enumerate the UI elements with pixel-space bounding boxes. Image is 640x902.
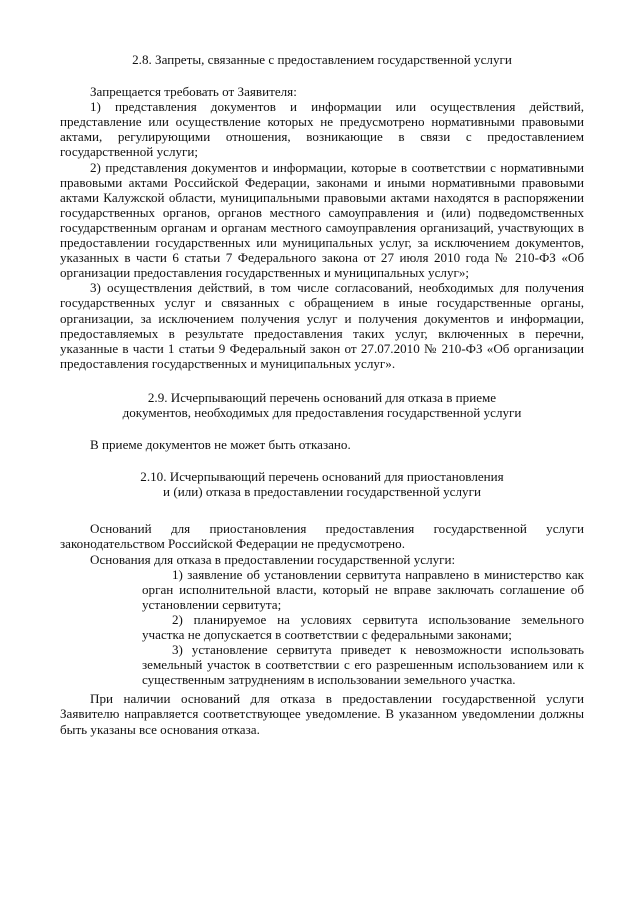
- section-2-10-heading-line2: и (или) отказа в предоставлении государственной услуги: [163, 484, 481, 500]
- section-2-8-item-1: 1) представления документов и информации или осуществления действий, представление или осуществление которых не предусмотрено нормативными правовыми актами, регулирующими отношения, возникающие в связи с предоставлением государственной услуги;: [60, 99, 584, 160]
- section-2-8-intro: Запрещается требовать от Заявителя:: [90, 84, 297, 100]
- section-2-9-heading-line2: документов, необходимых для предоставления государственной услуги: [122, 404, 522, 420]
- section-2-10-heading-line1: 2.10. Исчерпывающий перечень оснований для приостановления: [140, 469, 504, 485]
- section-2-8-item-2: 2) представления документов и информации, которые в соответствии с нормативными правовыми актами Российской Федерации, законами и иными нормативными правовыми актами Калужской области, муниципальными правовыми актами находятся в распоряжении государственных органов, органов местного самоуправления и (или) подведомственных государственным органам и органам местного самоуправления организаций, участвующих в предоставлении государственных или муниципальных услуг, за исключением документов, указанных в части 6 статьи 7 Федерального закона от 27 июля 2010 года № 210-ФЗ «Об организации предоставления государственных и муниципальных услуг»;: [60, 159, 584, 281]
- section-2-9-text: В приеме документов не может быть отказано.: [90, 437, 351, 453]
- section-2-10-para-1: Оснований для приостановления предоставления государственной услуги законодательством Российской Федерации не предусмотрено.: [60, 521, 584, 552]
- document-page: [60, 52, 584, 737]
- section-2-8-heading: 2.8. Запреты, связанные с предоставлением государственной услуги: [132, 52, 512, 67]
- section-2-8-item-3: 3) осуществления действий, в том числе согласований, необходимых для получения государственных услуг и связанных с обращением в иные государственные органы, организации, за исключением получения услуг и получения документов и информации, предоставляемых в результате предоставления таких услуг, включенных в перечни, указанные в части 1 статьи 9 Федеральный закон от 27.07.2010 № 210-ФЗ «Об организации предоставления государственных и муниципальных услуг».: [60, 280, 584, 371]
- section-2-10-closing: При наличии оснований для отказа в предоставлении государственной услуги Заявителю направляется соответствующее уведомление. В указанном уведомлении должны быть указаны все основания отказа.: [60, 691, 584, 737]
- section-2-9-heading-line1: 2.9. Исчерпывающий перечень оснований для отказа в приеме: [147, 389, 497, 405]
- refusal-ground-2: 2) планируемое на условиях сервитута использование земельного участка не допускается в соответствии с федеральными законами;: [142, 611, 584, 642]
- refusal-ground-3: 3) установление сервитута приведет к невозможности использовать земельный участок в соответствии с его разрешенным использованием или к существенным затруднениям в использовании земельного участка.: [142, 642, 584, 688]
- section-2-10-para-2: Основания для отказа в предоставлении государственной услуги:: [90, 551, 456, 567]
- refusal-grounds-list: [142, 567, 584, 688]
- refusal-ground-1: 1) заявление об установлении сервитута направлено в министерство как орган исполнительной власти, который не вправе заключать соглашение об установлении сервитута;: [142, 566, 584, 612]
